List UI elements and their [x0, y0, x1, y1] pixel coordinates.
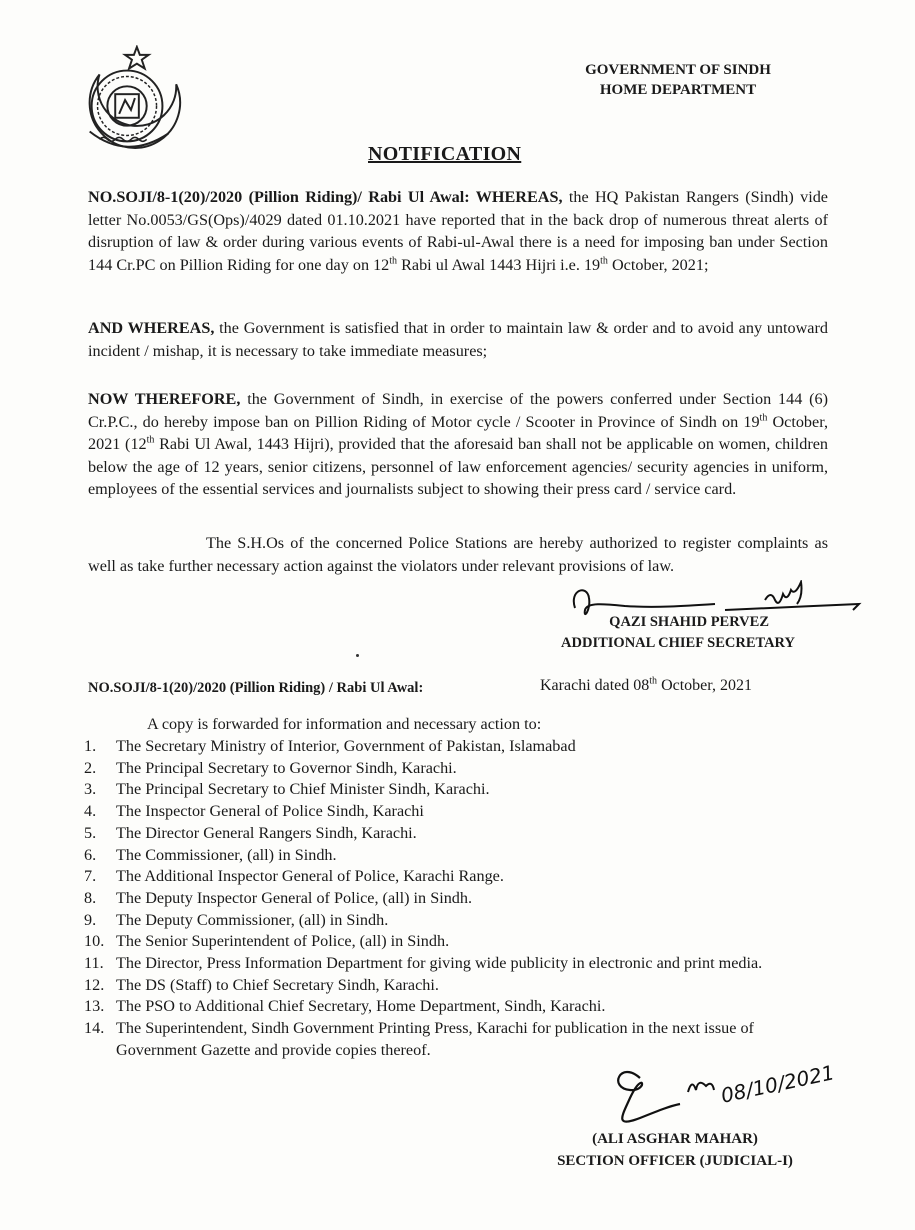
signatory-name: QAZI SHAHID PERVEZ [609, 614, 769, 630]
recipient-text: The Principal Secretary to Governor Sindh, Karachi. [116, 758, 457, 777]
recipient-item [84, 975, 824, 997]
paragraph-and-whereas-text: the Government is satisfied that in order to maintain law & order and to avoid any untoward incident / mishap, it is necessary to take immediate measures; [88, 319, 828, 360]
recipient-text: The Additional Inspector General of Police, Karachi Range. [116, 867, 504, 886]
letterhead-government: GOVERNMENT OF SINDH [585, 62, 771, 78]
reference-date-b: October, 2021 [657, 677, 752, 694]
recipient-item [84, 953, 824, 975]
recipient-text: The Director, Press Information Department for giving wide publicity in electronic and print media. [116, 954, 763, 973]
paragraph-and-whereas-lead: AND WHEREAS, [88, 319, 215, 337]
paragraph-now-therefore-text-a: the Government of Sindh, in exercise of the powers conferred under Section 144 (6) Cr.P.C., do hereby impose ban on Pillion Riding of Motor cycle / Scooter in Province of Sindh on 19 [88, 390, 828, 431]
superscript: th [389, 255, 398, 267]
paragraph-now-therefore-text-c: Rabi Ul Awal, 1443 Hijri), provided that the aforesaid ban shall not be applicable on women, children below the age of 12 years, senior citizens, personnel of law enforcement agencies/ security agencies in uniform, employees of the essential services and journalists subject to showing their press card / service card. [88, 435, 829, 498]
recipient-number: 7. [84, 867, 97, 886]
signatory-designation: ADDITIONAL CHIEF SECRETARY [561, 635, 795, 651]
recipient-item [84, 888, 824, 910]
recipient-number: 1. [84, 737, 97, 755]
paragraph-now-therefore [88, 388, 828, 501]
superscript: th [759, 412, 768, 424]
recipient-text: The PSO to Additional Chief Secretary, Home Department, Sindh, Karachi. [116, 997, 606, 1016]
recipient-number: 2. [84, 758, 97, 777]
paragraph-and-whereas [88, 317, 828, 362]
paragraph-whereas-text-c: October, 2021; [607, 255, 709, 274]
page-title: NOTIFICATION [368, 143, 522, 165]
recipient-text: The Principal Secretary to Chief Minister Sindh, Karachi. [116, 780, 490, 799]
recipient-text: The DS (Staff) to Chief Secretary Sindh, Karachi. [116, 975, 439, 994]
signatory-name: (ALI ASGHAR MAHAR) [592, 1131, 758, 1147]
signatory-designation: SECTION OFFICER (JUDICIAL-I) [557, 1153, 793, 1169]
recipient-text: The Deputy Commissioner, (all) in Sindh. [116, 910, 389, 929]
recipient-number: 5. [84, 823, 97, 842]
paragraph-whereas-lead: NO.SOJI/8-1(20)/2020 (Pillion Riding)/ Rabi Ul Awal: WHEREAS, [88, 188, 563, 206]
letterhead [548, 60, 808, 100]
recipient-text: The Commissioner, (all) in Sindh. [116, 845, 337, 864]
reference-date-a: Karachi dated 08 [540, 677, 650, 694]
recipient-text: The Senior Superintendent of Police, (all) in Sindh. [116, 932, 450, 951]
recipient-number: 6. [84, 845, 97, 864]
recipient-item [84, 931, 824, 953]
recipient-text: The Secretary Ministry of Interior, Government of Pakistan, Islamabad [116, 737, 576, 755]
recipient-number: 9. [84, 910, 97, 929]
recipient-item [84, 996, 824, 1018]
recipient-number: 11. [84, 954, 104, 973]
recipient-number: 13. [84, 997, 105, 1016]
recipient-item [84, 910, 824, 932]
reference-number: NO.SOJI/8-1(20)/2020 (Pillion Riding) / Rabi Ul Awal: [88, 680, 424, 696]
recipient-number: 12. [84, 975, 105, 994]
superscript: th [146, 434, 155, 446]
superscript: th [600, 255, 608, 267]
recipient-item [84, 736, 824, 758]
paragraph-now-therefore-lead: NOW THEREFORE, [88, 390, 241, 408]
recipient-item [84, 1018, 824, 1061]
recipient-number: 4. [84, 802, 97, 821]
recipient-number: 3. [84, 780, 97, 799]
recipient-text: The Superintendent, Sindh Government Printing Press, Karachi for publication in the next issue of Government Gazette and provide copies thereof. [116, 1019, 754, 1059]
paragraph-whereas-text-a: the HQ Pakistan Rangers (Sindh) vide letter No.0053/GS(Ops)/4029 dated 01.10.2021 have reported that in the back drop of numerous threat alerts of disruption of law & order during various events of Rabi-ul-Awal there is a need for imposing ban under Section 144 Cr.PC on Pillion Riding for one day on 12 [88, 188, 828, 274]
recipient-item [84, 801, 824, 823]
paragraph-sho-authorization: The S.H.Os of the concerned Police Stations are hereby authorized to register complaints as well as take further necessary action against the violators under relevant provisions of law. [88, 534, 828, 575]
recipient-number: 14. [84, 1019, 105, 1038]
paragraph-whereas [88, 186, 828, 276]
signatory-block-acs [510, 612, 795, 654]
reference-date [540, 677, 752, 695]
ink-dot [356, 654, 359, 657]
recipient-text: The Director General Rangers Sindh, Karachi. [116, 823, 417, 842]
paragraph-whereas-text-b: Rabi ul Awal 1443 Hijri i.e. 19 [397, 255, 601, 274]
superscript: th [649, 675, 658, 687]
signature-date: 08/10/2021 [718, 1060, 837, 1108]
recipient-number: 10. [84, 932, 105, 951]
paragraph-now-therefore-text-b: October, 2021 (12 [88, 412, 828, 453]
recipient-item [84, 779, 824, 801]
recipient-list [84, 736, 824, 1062]
recipient-text: The Deputy Inspector General of Police, (all) in Sindh. [116, 888, 473, 907]
recipient-item [84, 823, 824, 845]
recipient-item [84, 758, 824, 780]
recipient-text: The Inspector General of Police Sindh, Karachi [116, 802, 424, 821]
recipient-item [84, 845, 824, 867]
signatory-block-section-officer [520, 1128, 830, 1172]
recipient-item [84, 866, 824, 888]
government-of-sindh-seal-icon [70, 45, 188, 163]
copy-intro: A copy is forwarded for information and necessary action to: [147, 715, 542, 733]
letterhead-department: HOME DEPARTMENT [599, 82, 757, 98]
recipient-number: 8. [84, 888, 97, 907]
